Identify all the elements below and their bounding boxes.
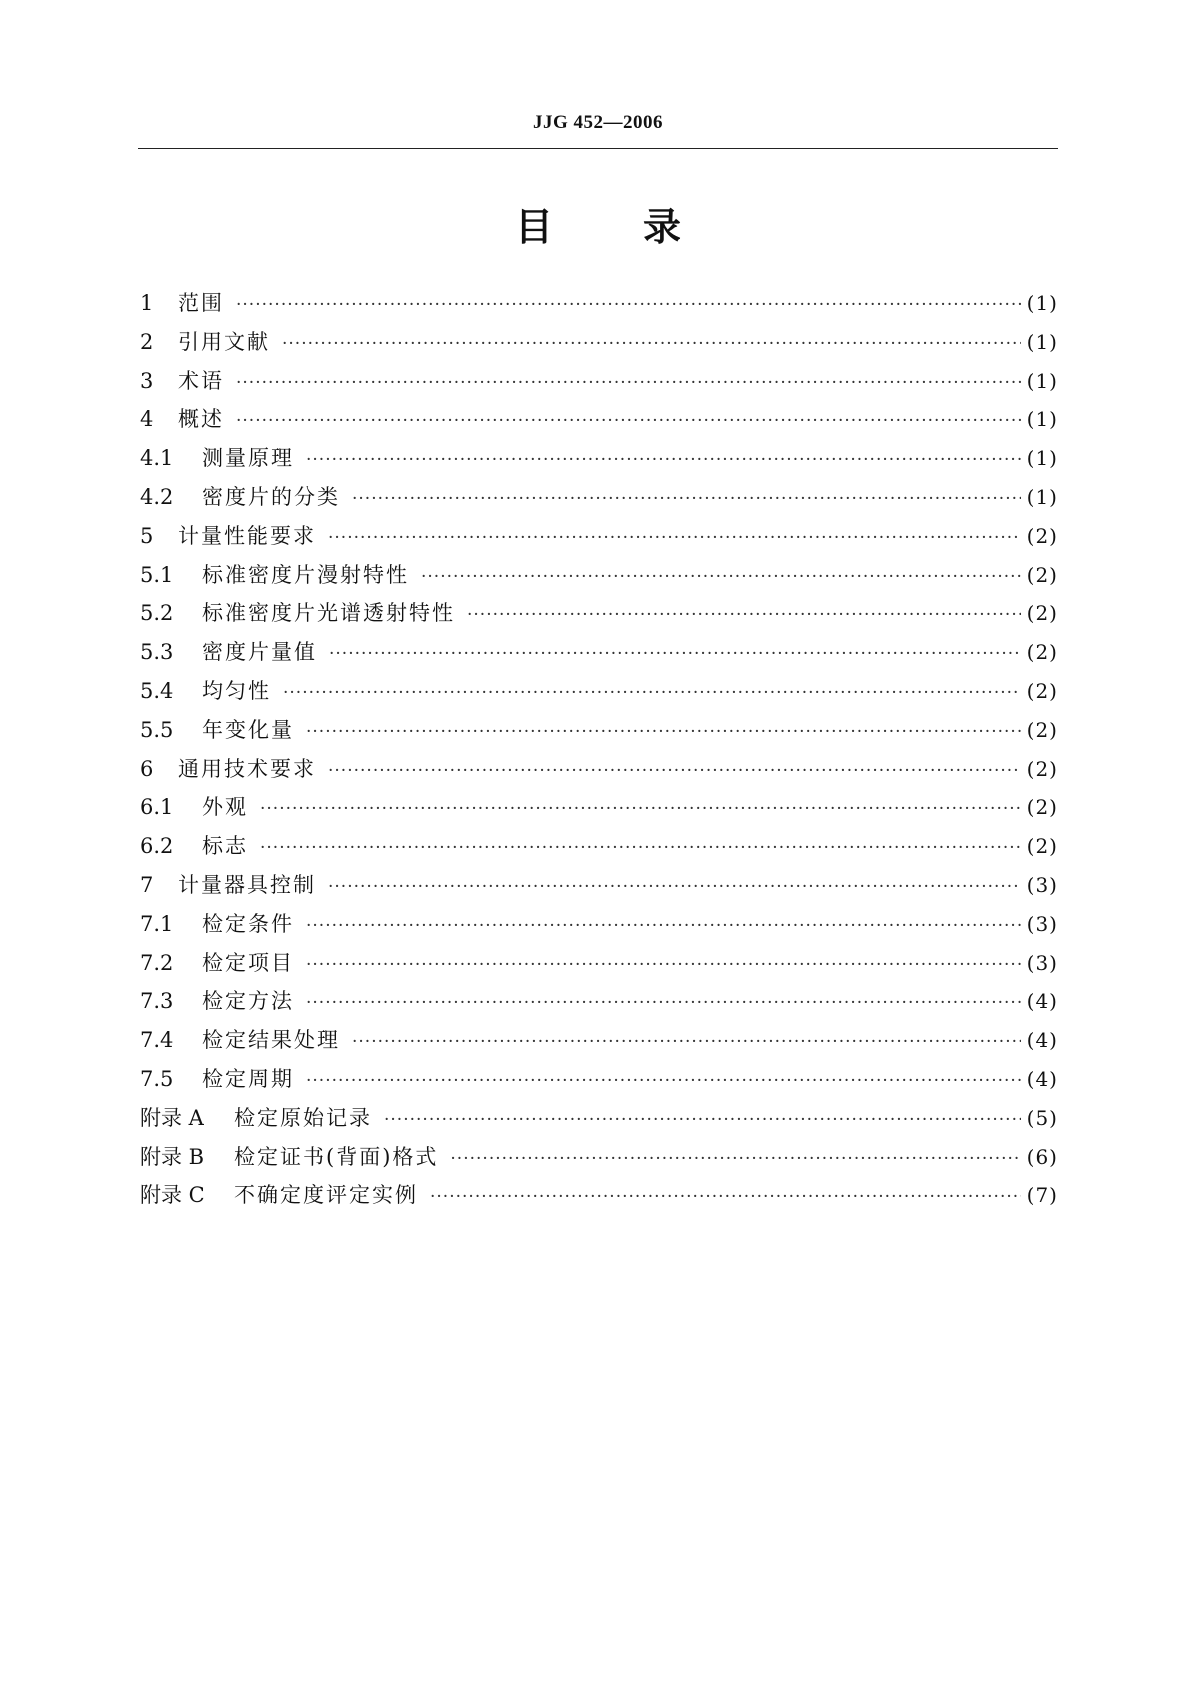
dot-leader xyxy=(306,441,1021,480)
toc-entry-number: 5.3 xyxy=(140,640,174,665)
toc-entry-label: 检定证书(背面)格式 xyxy=(234,1144,439,1169)
toc-entry-page: (4) xyxy=(1026,1028,1058,1053)
toc-entry-label: 计量性能要求 xyxy=(178,523,316,548)
dot-leader xyxy=(352,480,1021,519)
toc-entry-label: 不确定度评定实例 xyxy=(234,1183,418,1208)
toc-entry[interactable] xyxy=(140,750,1058,789)
dot-leader xyxy=(328,752,1021,791)
toc-entry-label: 检定周期 xyxy=(202,1066,294,1091)
toc-entry[interactable] xyxy=(140,1060,1058,1099)
dot-leader xyxy=(282,325,1021,364)
toc-entry-page: (3) xyxy=(1026,911,1058,936)
toc-entry[interactable] xyxy=(140,439,1058,478)
toc-entry-number: 6 xyxy=(140,756,154,781)
toc-entry-page: (5) xyxy=(1026,1105,1058,1130)
toc-entry-page: (2) xyxy=(1026,717,1058,742)
dot-leader xyxy=(352,1023,1021,1062)
dot-leader xyxy=(306,713,1021,752)
dot-leader xyxy=(283,674,1021,713)
toc-entry-label: 标准密度片光谱透射特性 xyxy=(202,601,455,626)
toc-entry[interactable] xyxy=(140,672,1058,711)
toc-entry-number: 5 xyxy=(140,523,154,548)
toc-entry-number: 4.2 xyxy=(140,484,174,509)
toc-entry-label: 标准密度片漫射特性 xyxy=(202,562,409,587)
dot-leader xyxy=(467,596,1021,635)
toc-entry[interactable] xyxy=(140,556,1058,595)
dot-leader xyxy=(384,1101,1021,1140)
dot-leader xyxy=(236,402,1021,441)
dot-leader xyxy=(430,1178,1021,1217)
toc-entry-number: 附录 A xyxy=(140,1105,204,1130)
toc-entry-page: (3) xyxy=(1026,872,1058,897)
toc-entry[interactable] xyxy=(140,517,1058,556)
toc-entry-page: (4) xyxy=(1026,1066,1058,1091)
header-divider xyxy=(138,148,1058,149)
dot-leader xyxy=(306,946,1021,985)
toc-entry-page: (1) xyxy=(1026,484,1058,509)
toc-entry-label: 检定方法 xyxy=(202,989,294,1014)
toc-entry-page: (1) xyxy=(1026,291,1058,315)
toc-entry-label: 检定结果处理 xyxy=(202,1028,340,1053)
toc-entry-label: 检定项目 xyxy=(202,950,294,975)
toc-entry-number: 4 xyxy=(140,407,154,432)
dot-leader xyxy=(260,829,1021,868)
toc-entry-label: 概述 xyxy=(178,407,224,432)
toc-entry-number: 3 xyxy=(140,368,154,393)
toc-entry[interactable] xyxy=(140,827,1058,866)
toc-entry-label: 计量器具控制 xyxy=(178,872,316,897)
toc-entry[interactable] xyxy=(140,594,1058,633)
toc-entry-label: 测量原理 xyxy=(202,446,294,471)
toc-entry[interactable] xyxy=(140,866,1058,905)
toc-entry[interactable] xyxy=(140,400,1058,439)
toc-entry[interactable] xyxy=(140,1099,1058,1138)
toc-entry-number: 7.3 xyxy=(140,989,174,1014)
toc-entry[interactable] xyxy=(140,1138,1058,1177)
toc-entry[interactable] xyxy=(140,711,1058,750)
toc-entry[interactable] xyxy=(140,944,1058,983)
toc-entry-page: (6) xyxy=(1026,1144,1058,1169)
toc-entry[interactable] xyxy=(140,362,1058,401)
dot-leader xyxy=(306,984,1021,1023)
document-code-header: JJG 452—2006 xyxy=(532,112,664,133)
toc-entry-page: (7) xyxy=(1026,1183,1058,1208)
toc-entry-page: (2) xyxy=(1026,834,1058,859)
toc-entry[interactable] xyxy=(140,788,1058,827)
toc-entry-page: (1) xyxy=(1026,446,1058,471)
toc-entry-page: (2) xyxy=(1026,795,1058,820)
toc-entry[interactable] xyxy=(140,478,1058,517)
toc-entry-page: (1) xyxy=(1026,368,1058,393)
toc-entry-number: 2 xyxy=(140,329,154,354)
toc-entry-label: 标志 xyxy=(202,834,248,859)
toc-entry-number: 附录 C xyxy=(140,1183,205,1208)
toc-entry-page: (1) xyxy=(1026,407,1058,432)
dot-leader xyxy=(328,519,1021,558)
toc-entry-number: 5.5 xyxy=(140,717,174,742)
toc-title-char-1: 目 xyxy=(514,205,553,249)
toc-entry-page: (4) xyxy=(1026,989,1058,1014)
toc-entry-label: 检定原始记录 xyxy=(234,1105,372,1130)
dot-leader xyxy=(260,790,1021,829)
dot-leader xyxy=(450,1140,1020,1179)
toc-entry[interactable] xyxy=(140,1176,1058,1215)
toc-entry-page: (3) xyxy=(1026,950,1058,975)
toc-entry-page: (1) xyxy=(1026,329,1058,354)
toc-entry-label: 术语 xyxy=(178,368,224,393)
dot-leader xyxy=(421,558,1021,597)
toc-entry-number: 7.2 xyxy=(140,950,174,975)
toc-entry-number: 1 xyxy=(140,291,154,315)
toc-entry-label: 范围 xyxy=(178,291,224,315)
toc-entry-page: (2) xyxy=(1026,640,1058,665)
toc-entry-label: 均匀性 xyxy=(202,678,271,703)
toc-entry-label: 通用技术要求 xyxy=(178,756,316,781)
toc-entry-number: 7.1 xyxy=(140,911,174,936)
toc-entry[interactable] xyxy=(140,633,1058,672)
toc-entry-number: 6.2 xyxy=(140,834,174,859)
toc-entry-page: (2) xyxy=(1026,523,1058,548)
toc-entry-number: 4.1 xyxy=(140,446,174,471)
dot-leader xyxy=(306,907,1021,946)
toc-entry-label: 密度片的分类 xyxy=(202,484,340,509)
toc-entry-number: 7.5 xyxy=(140,1066,174,1091)
dot-leader xyxy=(236,286,1021,325)
toc-entry-label: 外观 xyxy=(202,795,248,820)
toc-entry-label: 密度片量值 xyxy=(202,640,317,665)
toc-entry-number: 6.1 xyxy=(140,795,174,820)
dot-leader xyxy=(306,1062,1021,1101)
toc-title-char-2: 录 xyxy=(643,205,682,249)
dot-leader xyxy=(329,635,1021,674)
toc-entry-number: 5.2 xyxy=(140,601,174,626)
toc-entry[interactable] xyxy=(140,1021,1058,1060)
dot-leader xyxy=(236,364,1021,403)
toc-entry-number: 7.4 xyxy=(140,1028,174,1053)
toc-entry-label: 引用文献 xyxy=(178,329,270,354)
toc-entry[interactable] xyxy=(140,323,1058,362)
toc-entry-number: 附录 B xyxy=(140,1144,205,1169)
toc-entry[interactable] xyxy=(140,905,1058,944)
toc-entry-label: 年变化量 xyxy=(202,717,294,742)
table-of-contents xyxy=(140,284,1058,1215)
toc-entry-page: (2) xyxy=(1026,601,1058,626)
toc-entry-number: 5.4 xyxy=(140,678,174,703)
toc-title xyxy=(138,196,1058,251)
toc-entry-number: 7 xyxy=(140,872,154,897)
toc-entry[interactable] xyxy=(140,982,1058,1021)
dot-leader xyxy=(328,868,1021,907)
toc-entry-page: (2) xyxy=(1026,756,1058,781)
toc-entry-label: 检定条件 xyxy=(202,911,294,936)
toc-entry[interactable] xyxy=(140,284,1058,323)
toc-entry-page: (2) xyxy=(1026,678,1058,703)
toc-entry-number: 5.1 xyxy=(140,562,174,587)
toc-entry-page: (2) xyxy=(1026,562,1058,587)
